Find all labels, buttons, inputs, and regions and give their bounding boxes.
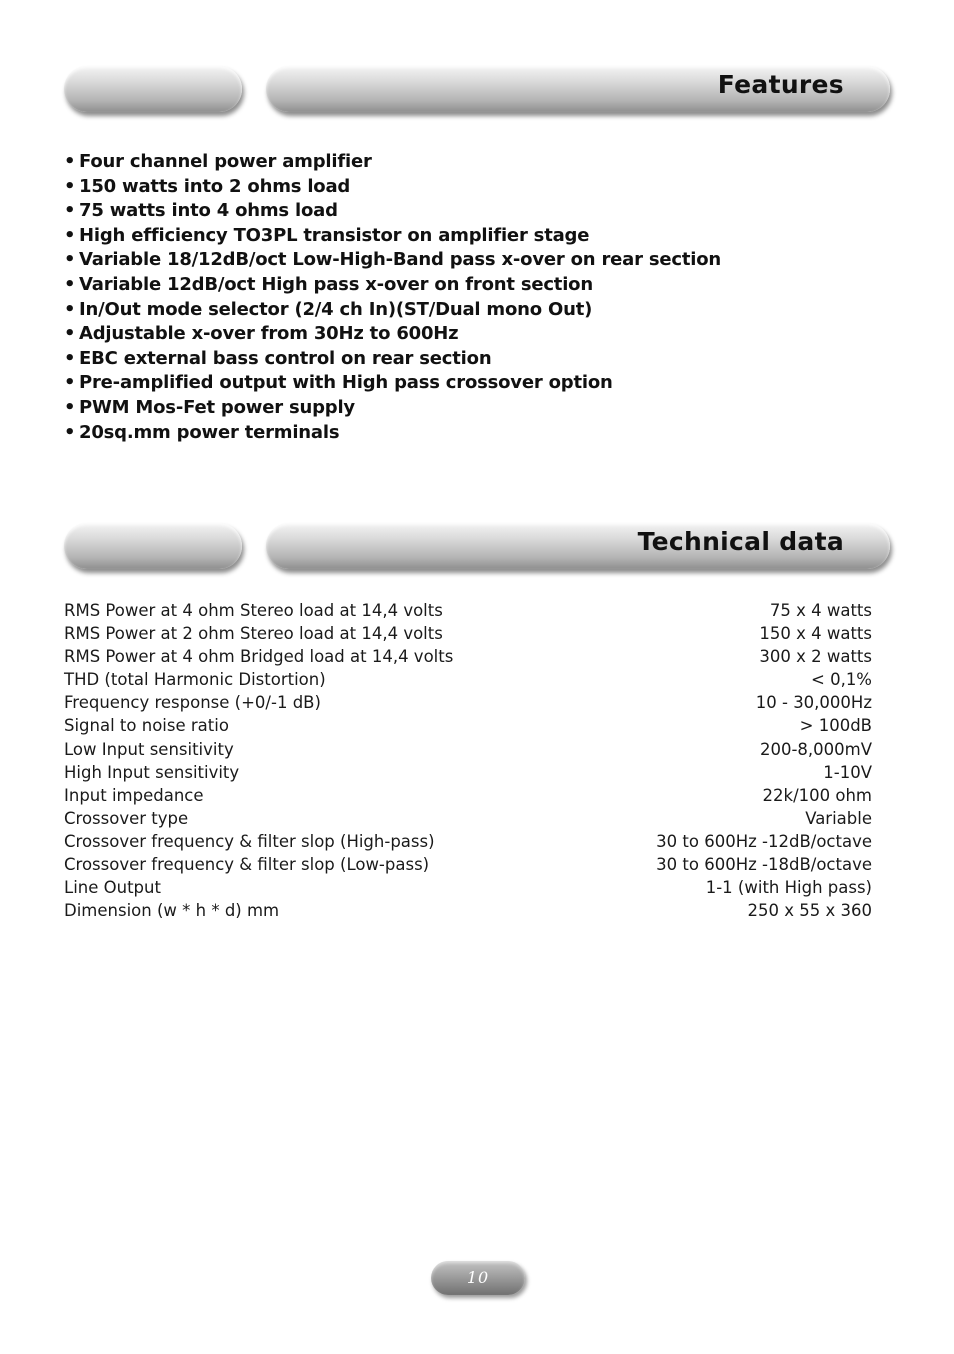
header-decor-pill-left (64, 523, 242, 569)
spec-table (64, 599, 872, 922)
spec-value: Variable (805, 808, 872, 828)
spec-label: RMS Power at 2 ohm Stereo load at 14,4 volts (64, 624, 443, 644)
spec-label: RMS Power at 4 ohm Bridged load at 14,4 volts (64, 647, 454, 667)
spec-label: Crossover type (64, 808, 189, 828)
list-item: • Variable 12dB/oct High pass x-over on front section (64, 273, 593, 295)
header-decor-pill-left (64, 66, 242, 112)
list-item: • EBC external bass control on rear section (64, 347, 492, 369)
list-item: • Four channel power amplifier (64, 151, 372, 172)
table-row (64, 784, 872, 807)
table-row (64, 830, 872, 853)
spec-label: Low Input sensitivity (64, 739, 234, 759)
spec-value: 1-1 (with High pass) (705, 878, 872, 898)
spec-value: 30 to 600Hz -12dB/octave (656, 831, 872, 851)
spec-label: Line Output (64, 878, 161, 898)
features-header (60, 62, 896, 118)
features-list (64, 150, 721, 445)
list-item: • PWM Mos-Fet power supply (64, 396, 355, 418)
spec-label: Crossover frequency & filter slop (Low-pass) (64, 855, 430, 875)
technical-header (60, 519, 896, 575)
table-row (64, 622, 872, 645)
spec-label: Input impedance (64, 785, 204, 805)
spec-label: Frequency response (+0/-1 dB) (64, 693, 321, 713)
spec-label: Signal to noise ratio (64, 716, 229, 736)
page-number: 10 (466, 1268, 490, 1287)
spec-value: 250 x 55 x 360 (747, 901, 872, 921)
spec-value: 30 to 600Hz -18dB/octave (656, 855, 872, 875)
table-row (64, 691, 872, 714)
table-row (64, 599, 872, 622)
spec-value: > 100dB (799, 716, 872, 736)
table-row (64, 738, 872, 761)
spec-value: < 0,1% (811, 670, 872, 690)
table-row (64, 876, 872, 899)
spec-value: 22k/100 ohm (762, 785, 872, 805)
spec-value: 75 x 4 watts (769, 601, 872, 620)
table-row (64, 853, 872, 876)
list-item: • 150 watts into 2 ohms load (64, 175, 351, 197)
table-row (64, 645, 872, 668)
list-item: • 20sq.mm power terminals (64, 421, 340, 443)
technical-title: Technical data (637, 527, 844, 556)
spec-label: Crossover frequency & filter slop (High-pass) (64, 831, 435, 851)
table-row (64, 714, 872, 737)
list-item: • 75 watts into 4 ohms load (64, 200, 338, 222)
spec-label: Dimension (w * h * d) mm (64, 901, 280, 921)
spec-value: 200-8,000mV (759, 739, 872, 759)
list-item: • Variable 18/12dB/oct Low-High-Band pass x-over on rear section (64, 249, 721, 271)
list-item: • High efficiency TO3PL transistor on amplifier stage (64, 224, 590, 246)
features-title: Features (717, 70, 844, 99)
spec-value: 150 x 4 watts (759, 624, 872, 644)
table-row (64, 761, 872, 784)
table-row (64, 807, 872, 830)
list-item: • Pre-amplified output with High pass crossover option (64, 372, 613, 394)
spec-label: High Input sensitivity (64, 762, 240, 782)
spec-value: 300 x 2 watts (759, 647, 872, 667)
spec-value: 10 - 30,000Hz (755, 693, 872, 713)
spec-label: RMS Power at 4 ohm Stereo load at 14,4 volts (64, 601, 443, 620)
spec-value: 1-10V (823, 762, 872, 782)
page-number-badge (431, 1261, 525, 1295)
list-item: • In/Out mode selector (2/4 ch In)(ST/Dual mono Out) (64, 298, 593, 320)
table-row (64, 668, 872, 691)
spec-label: THD (total Harmonic Distortion) (64, 670, 326, 690)
list-item: • Adjustable x-over from 30Hz to 600Hz (64, 323, 459, 345)
table-row (64, 899, 872, 922)
